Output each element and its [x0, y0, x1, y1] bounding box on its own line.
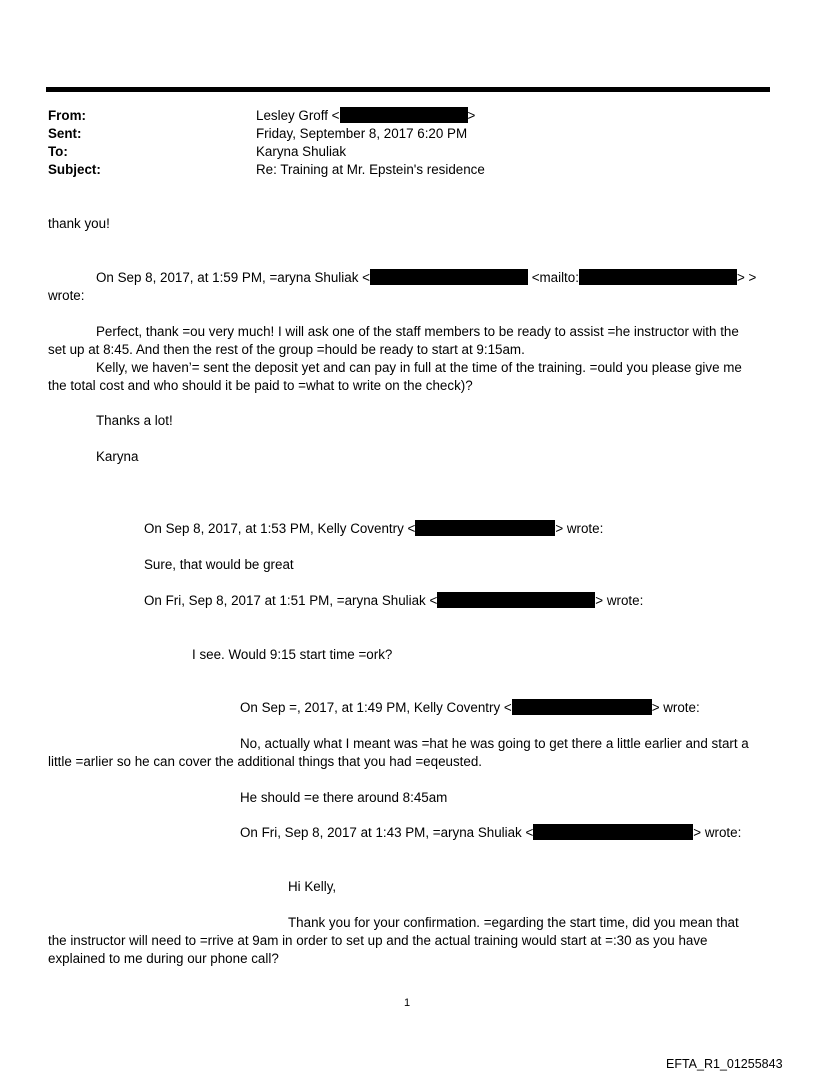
redaction-box — [370, 269, 528, 285]
document-id: EFTA_R1_01255843 — [666, 1057, 783, 1071]
quote1-paragraph-2: Kelly, we haven’= sent the deposit yet and can pay in full at the time of the training. =ould you please give me the total cost and who should it be paid to =what to write on the check)? — [48, 360, 742, 393]
quote1-header-wrote: wrote: — [48, 288, 85, 303]
page-number: 1 — [404, 997, 411, 1009]
quote1-signature: Karyna — [96, 449, 139, 464]
quote1-paragraph-1: Perfect, thank =ou very much! I will ask one of the staff members to be ready to assist =he instructor with the set up at 8:45. And then the rest of the group =hould be ready to start at 9:15am. — [48, 324, 739, 357]
from-label: From: — [48, 108, 86, 123]
quote1-thanks: Thanks a lot! — [96, 413, 173, 428]
quote4-body-line-1: No, actually what I meant was =hat he was going to get there a little earlier and start a — [240, 736, 749, 751]
quote5-header: On Fri, Sep 8, 2017 at 1:43 PM, =aryna Shuliak < > wrote: — [240, 825, 742, 840]
sent-label: Sent: — [48, 126, 82, 141]
redaction-box — [415, 520, 555, 536]
subject-label: Subject: — [48, 162, 101, 177]
quote5-greeting: Hi Kelly, — [288, 879, 337, 894]
quote4-body-2: He should =e there around 8:45am — [240, 790, 448, 805]
redaction-box — [340, 107, 468, 123]
quote2-header: On Sep 8, 2017, at 1:53 PM, Kelly Coventry < > wrote: — [144, 521, 604, 536]
header-rule — [46, 87, 770, 92]
quote2-body: Sure, that would be great — [144, 557, 294, 572]
to-label: To: — [48, 144, 68, 159]
from-value: Lesley Groff < > — [256, 108, 476, 123]
redaction-box — [533, 824, 693, 840]
quote4-body-line-2: little =arlier so he can cover the additional things that you had =eqeusted. — [48, 754, 482, 769]
quote1-header: On Sep 8, 2017, at 1:59 PM, =aryna Shuliak < <mailto: > > — [96, 270, 757, 285]
sent-value: Friday, September 8, 2017 6:20 PM — [256, 126, 468, 141]
reply-text: thank you! — [48, 216, 110, 231]
redaction-box — [579, 269, 737, 285]
quote4-header: On Sep =, 2017, at 1:49 PM, Kelly Coventry < > wrote: — [240, 700, 700, 715]
quote5-body: Thank you for your confirmation. =egarding the start time, did you mean that the instructor will need to =rrive at 9am in order to set up and the actual training would start at =:30 as you have explained to me during our phone call? — [48, 915, 739, 966]
redaction-box — [437, 592, 595, 608]
quote3-header: On Fri, Sep 8, 2017 at 1:51 PM, =aryna Shuliak < > wrote: — [144, 593, 644, 608]
quote3-body: I see. Would 9:15 start time =ork? — [192, 647, 393, 662]
redaction-box — [512, 699, 652, 715]
to-value: Karyna Shuliak — [256, 144, 347, 159]
subject-value: Re: Training at Mr. Epstein's residence — [256, 162, 485, 177]
